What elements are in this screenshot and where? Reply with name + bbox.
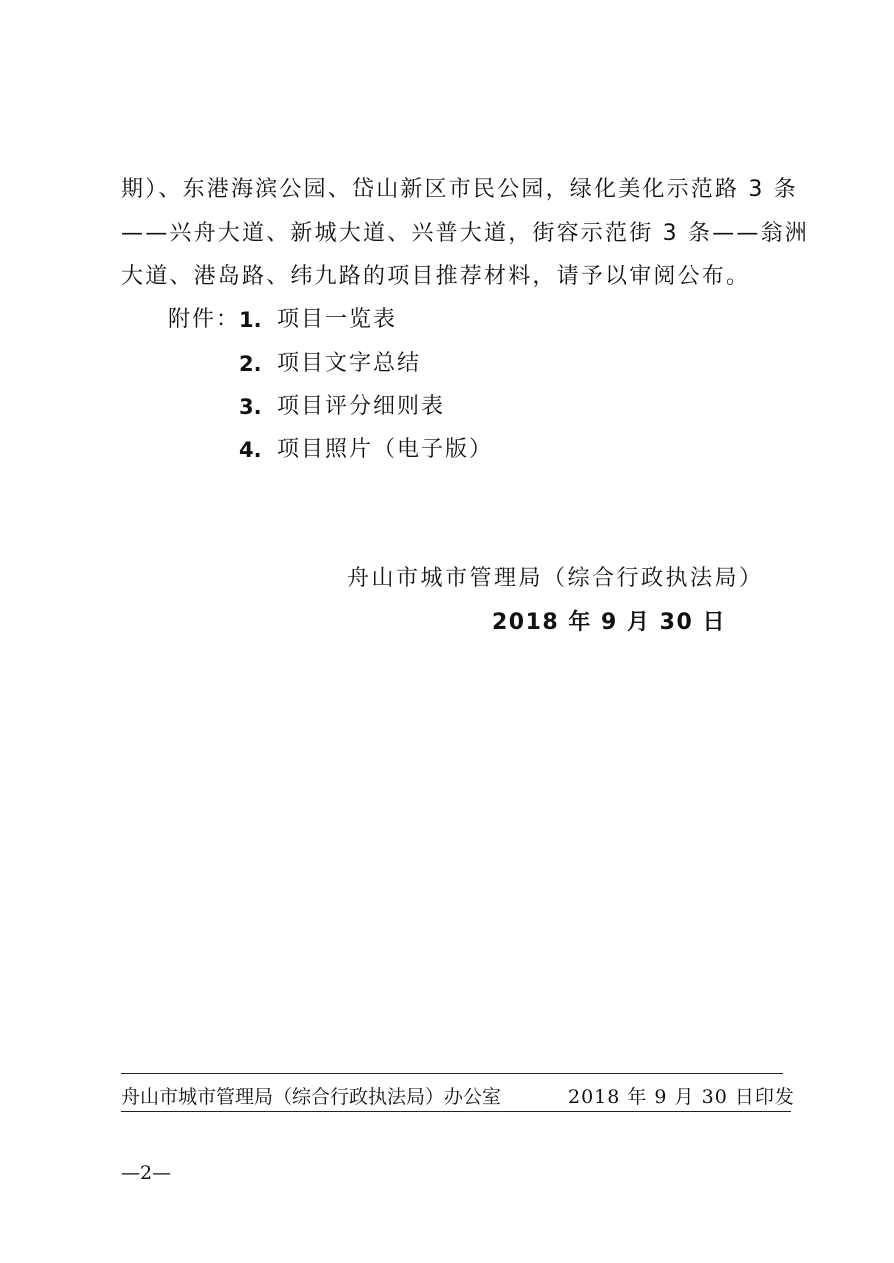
attachment-title: 项目照片（电子版） (277, 437, 494, 462)
signature-organization: 舟山市城市管理局（综合行政执法局） (347, 566, 764, 591)
attachment-title: 项目评分细则表 (277, 394, 446, 419)
footer-issuer: 舟山市城市管理局（综合行政执法局）办公室 (121, 1086, 502, 1108)
body-line: 大道、港岛路、纬九路的项目推荐材料，请予以审阅公布。 (121, 264, 751, 289)
footer-top-rule (121, 1073, 783, 1074)
footer-bottom-rule (121, 1111, 791, 1112)
body-line: 期）、东港海滨公园、岱山新区市民公园，绿化美化示范路 3 条 (121, 177, 798, 202)
attachment-number: 3. (239, 395, 262, 419)
footer-issue-date: 2018 年 9 月 30 日印发 (568, 1086, 795, 1108)
attachment-title: 项目文字总结 (277, 351, 422, 376)
attachments-label: 附件： (168, 307, 241, 332)
attachment-title: 项目一览表 (277, 307, 398, 332)
signature-date: 2018 年 9 月 30 日 (492, 610, 726, 635)
attachment-number: 4. (239, 438, 262, 462)
attachment-number: 2. (239, 352, 262, 376)
page-number: —2— (121, 1162, 172, 1184)
body-line: ——兴舟大道、新城大道、兴普大道，街容示范街 3 条——翁洲 (121, 221, 809, 246)
attachment-number: 1. (239, 308, 262, 332)
